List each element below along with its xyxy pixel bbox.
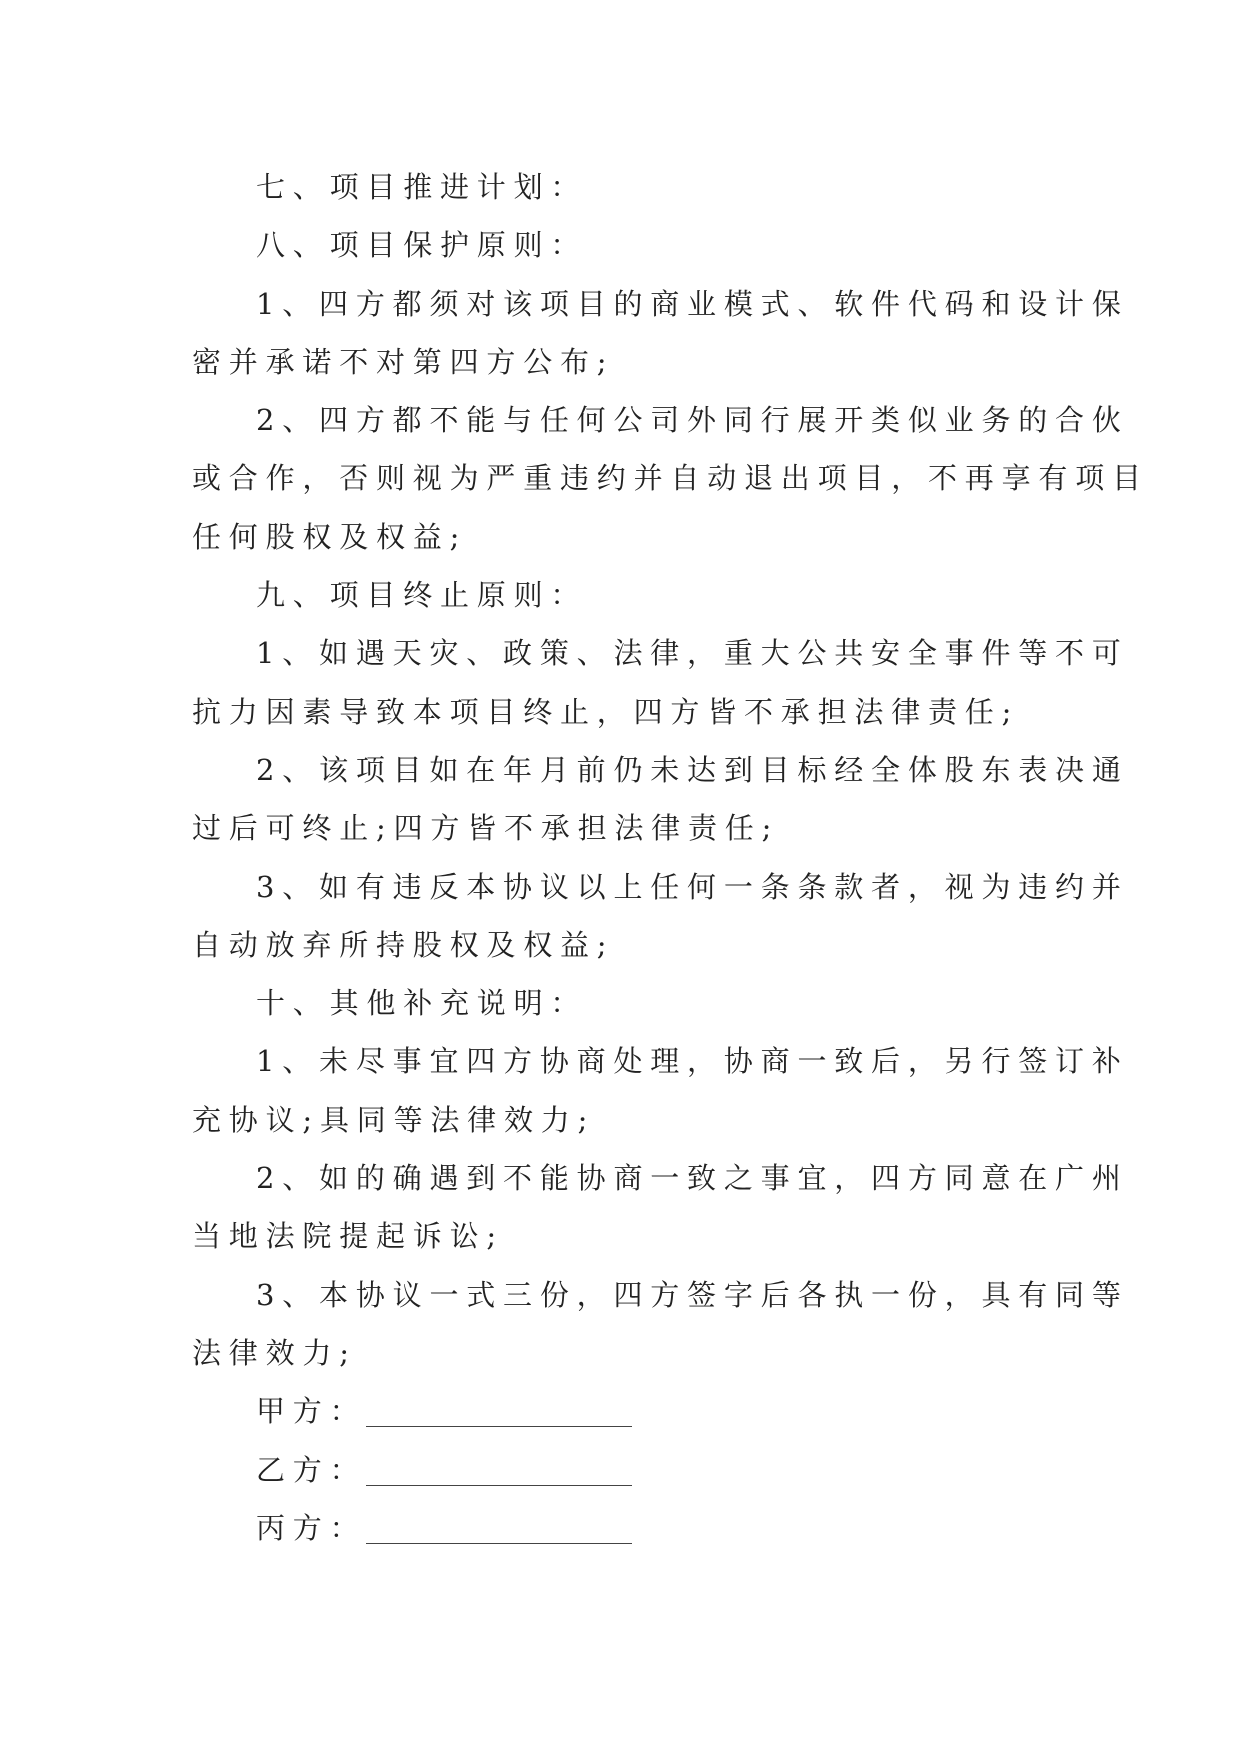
paragraph-line: 自动放弃所持股权及权益; [192,927,615,962]
signature-blank-line [366,1513,632,1544]
document-body [192,158,1149,1557]
paragraph-line: 密并承诺不对第四方公布; [192,344,615,379]
signature-row-party-c [192,1499,1054,1557]
paragraph-line: 或合作，否则视为严重违约并自动退出项目，不再享有项目 [192,461,1149,496]
signature-blank-line [366,1396,632,1427]
paragraph-line: 1、如遇天灾、政策、法律，重大公共安全事件等不可 [256,636,1129,671]
signature-blank-line [366,1455,632,1486]
signature-label: 乙方： [256,1452,367,1487]
paragraph-line: 3、本协议一式三份，四方签字后各执一份，具有同等 [256,1277,1129,1312]
paragraph-line: 任何股权及权益; [192,519,468,554]
paragraph-line: 法律效力; [192,1335,357,1370]
paragraph-line: 当地法院提起诉讼; [192,1219,504,1254]
paragraph-line: 2、如的确遇到不能协商一致之事宜，四方同意在广州 [256,1161,1129,1196]
signature-label: 甲方： [256,1394,367,1429]
paragraph-line: 抗力因素导致本项目终止，四方皆不承担法律责任; [192,694,1020,729]
paragraph-line: 1、四方都须对该项目的商业模式、软件代码和设计保 [256,286,1129,321]
paragraph-line: 2、四方都不能与任何公司外同行展开类似业务的合伙 [256,403,1129,438]
paragraph-line: 2、该项目如在年月前仍未达到目标经全体股东表决通 [256,752,1129,787]
section-heading-8: 八、项目保护原则： [256,228,588,263]
paragraph-line: 1、未尽事宜四方协商处理，协商一致后，另行签订补 [256,1044,1129,1079]
signature-row-party-a [192,1382,1054,1440]
section-heading-10: 十、其他补充说明： [256,986,588,1021]
paragraph-line: 过后可终止;四方皆不承担法律责任; [192,811,780,846]
signature-label: 丙方： [256,1510,367,1545]
signature-row-party-b [192,1441,1054,1499]
paragraph-line: 充协议;具同等法律效力; [192,1102,596,1137]
section-heading-9: 九、项目终止原则： [256,578,588,613]
section-heading-7: 七、项目推进计划： [256,170,588,204]
paragraph-line: 3、如有违反本协议以上任何一条条款者，视为违约并 [256,869,1129,904]
